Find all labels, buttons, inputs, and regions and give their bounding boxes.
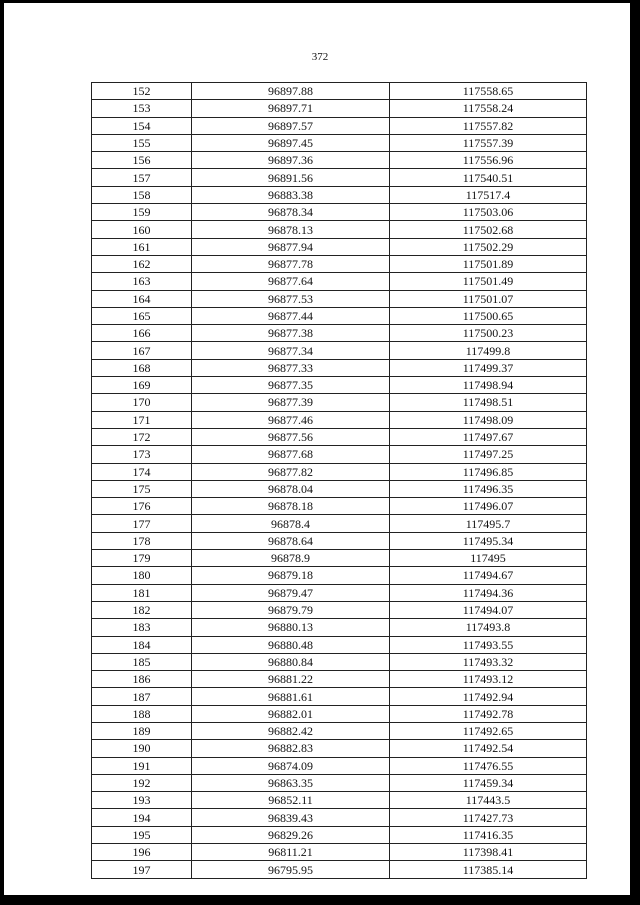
- coordinate-table-body: [92, 83, 587, 879]
- table-row: [92, 636, 587, 653]
- y-coordinate-cell: 117494.36: [390, 584, 587, 601]
- x-coordinate-cell: 96877.68: [192, 446, 390, 463]
- scan-edge-top: [0, 0, 640, 3]
- x-coordinate-cell: 96891.56: [192, 169, 390, 186]
- point-number-cell: 192: [92, 774, 192, 791]
- point-number-cell: 188: [92, 705, 192, 722]
- table-row: [92, 722, 587, 739]
- table-row: [92, 705, 587, 722]
- table-row: [92, 411, 587, 428]
- point-number-cell: 156: [92, 152, 192, 169]
- x-coordinate-cell: 96863.35: [192, 774, 390, 791]
- x-coordinate-cell: 96879.18: [192, 567, 390, 584]
- table-row: [92, 619, 587, 636]
- x-coordinate-cell: 96897.36: [192, 152, 390, 169]
- y-coordinate-cell: 117557.39: [390, 134, 587, 151]
- coordinate-table: [91, 82, 587, 879]
- table-row: [92, 325, 587, 342]
- point-number-cell: 186: [92, 671, 192, 688]
- scan-edge-right: [630, 0, 640, 905]
- table-row: [92, 100, 587, 117]
- x-coordinate-cell: 96883.38: [192, 186, 390, 203]
- x-coordinate-cell: 96874.09: [192, 757, 390, 774]
- table-row: [92, 186, 587, 203]
- y-coordinate-cell: 117494.67: [390, 567, 587, 584]
- table-row: [92, 428, 587, 445]
- x-coordinate-cell: 96879.47: [192, 584, 390, 601]
- x-coordinate-cell: 96880.48: [192, 636, 390, 653]
- table-row: [92, 83, 587, 100]
- scan-edge-bottom: [0, 895, 640, 905]
- y-coordinate-cell: 117500.65: [390, 307, 587, 324]
- table-row: [92, 480, 587, 497]
- point-number-cell: 171: [92, 411, 192, 428]
- point-number-cell: 174: [92, 463, 192, 480]
- y-coordinate-cell: 117493.55: [390, 636, 587, 653]
- point-number-cell: 175: [92, 480, 192, 497]
- x-coordinate-cell: 96882.42: [192, 722, 390, 739]
- point-number-cell: 154: [92, 117, 192, 134]
- y-coordinate-cell: 117398.41: [390, 844, 587, 861]
- point-number-cell: 160: [92, 221, 192, 238]
- point-number-cell: 187: [92, 688, 192, 705]
- point-number-cell: 183: [92, 619, 192, 636]
- x-coordinate-cell: 96880.13: [192, 619, 390, 636]
- point-number-cell: 182: [92, 601, 192, 618]
- x-coordinate-cell: 96877.64: [192, 273, 390, 290]
- y-coordinate-cell: 117500.23: [390, 325, 587, 342]
- table-row: [92, 671, 587, 688]
- x-coordinate-cell: 96878.13: [192, 221, 390, 238]
- y-coordinate-cell: 117496.35: [390, 480, 587, 497]
- table-row: [92, 844, 587, 861]
- point-number-cell: 191: [92, 757, 192, 774]
- point-number-cell: 161: [92, 238, 192, 255]
- table-row: [92, 653, 587, 670]
- point-number-cell: 193: [92, 792, 192, 809]
- scan-edge-left: [0, 0, 4, 905]
- table-row: [92, 774, 587, 791]
- point-number-cell: 158: [92, 186, 192, 203]
- y-coordinate-cell: 117556.96: [390, 152, 587, 169]
- table-row: [92, 134, 587, 151]
- y-coordinate-cell: 117496.85: [390, 463, 587, 480]
- point-number-cell: 163: [92, 273, 192, 290]
- x-coordinate-cell: 96878.9: [192, 550, 390, 567]
- x-coordinate-cell: 96877.35: [192, 377, 390, 394]
- table-row: [92, 204, 587, 221]
- table-row: [92, 792, 587, 809]
- x-coordinate-cell: 96880.84: [192, 653, 390, 670]
- x-coordinate-cell: 96852.11: [192, 792, 390, 809]
- table-row: [92, 446, 587, 463]
- y-coordinate-cell: 117493.32: [390, 653, 587, 670]
- point-number-cell: 159: [92, 204, 192, 221]
- point-number-cell: 153: [92, 100, 192, 117]
- point-number-cell: 169: [92, 377, 192, 394]
- y-coordinate-cell: 117492.78: [390, 705, 587, 722]
- y-coordinate-cell: 117501.49: [390, 273, 587, 290]
- table-row: [92, 532, 587, 549]
- point-number-cell: 184: [92, 636, 192, 653]
- point-number-cell: 185: [92, 653, 192, 670]
- point-number-cell: 162: [92, 255, 192, 272]
- y-coordinate-cell: 117499.8: [390, 342, 587, 359]
- point-number-cell: 170: [92, 394, 192, 411]
- point-number-cell: 155: [92, 134, 192, 151]
- table-row: [92, 688, 587, 705]
- y-coordinate-cell: 117558.65: [390, 83, 587, 100]
- y-coordinate-cell: 117443.5: [390, 792, 587, 809]
- x-coordinate-cell: 96877.46: [192, 411, 390, 428]
- point-number-cell: 166: [92, 325, 192, 342]
- page-number: 372: [311, 51, 329, 63]
- x-coordinate-cell: 96879.79: [192, 601, 390, 618]
- table-row: [92, 394, 587, 411]
- x-coordinate-cell: 96882.01: [192, 705, 390, 722]
- y-coordinate-cell: 117502.68: [390, 221, 587, 238]
- y-coordinate-cell: 117502.29: [390, 238, 587, 255]
- y-coordinate-cell: 117517.4: [390, 186, 587, 203]
- x-coordinate-cell: 96877.82: [192, 463, 390, 480]
- y-coordinate-cell: 117492.65: [390, 722, 587, 739]
- x-coordinate-cell: 96877.34: [192, 342, 390, 359]
- x-coordinate-cell: 96877.56: [192, 428, 390, 445]
- point-number-cell: 194: [92, 809, 192, 826]
- x-coordinate-cell: 96877.44: [192, 307, 390, 324]
- y-coordinate-cell: 117501.07: [390, 290, 587, 307]
- point-number-cell: 164: [92, 290, 192, 307]
- table-row: [92, 567, 587, 584]
- y-coordinate-cell: 117427.73: [390, 809, 587, 826]
- point-number-cell: 195: [92, 826, 192, 843]
- point-number-cell: 190: [92, 740, 192, 757]
- y-coordinate-cell: 117494.07: [390, 601, 587, 618]
- x-coordinate-cell: 96897.57: [192, 117, 390, 134]
- y-coordinate-cell: 117498.94: [390, 377, 587, 394]
- table-row: [92, 255, 587, 272]
- x-coordinate-cell: 96897.45: [192, 134, 390, 151]
- x-coordinate-cell: 96878.4: [192, 515, 390, 532]
- table-row: [92, 515, 587, 532]
- x-coordinate-cell: 96877.39: [192, 394, 390, 411]
- y-coordinate-cell: 117498.09: [390, 411, 587, 428]
- point-number-cell: 181: [92, 584, 192, 601]
- point-number-cell: 176: [92, 498, 192, 515]
- x-coordinate-cell: 96878.34: [192, 204, 390, 221]
- point-number-cell: 177: [92, 515, 192, 532]
- point-number-cell: 165: [92, 307, 192, 324]
- table-row: [92, 117, 587, 134]
- table-row: [92, 498, 587, 515]
- y-coordinate-cell: 117499.37: [390, 359, 587, 376]
- point-number-cell: 157: [92, 169, 192, 186]
- x-coordinate-cell: 96877.38: [192, 325, 390, 342]
- x-coordinate-cell: 96877.33: [192, 359, 390, 376]
- x-coordinate-cell: 96829.26: [192, 826, 390, 843]
- table-row: [92, 307, 587, 324]
- y-coordinate-cell: 117495: [390, 550, 587, 567]
- table-row: [92, 809, 587, 826]
- point-number-cell: 152: [92, 83, 192, 100]
- y-coordinate-cell: 117493.8: [390, 619, 587, 636]
- table-row: [92, 584, 587, 601]
- y-coordinate-cell: 117495.34: [390, 532, 587, 549]
- y-coordinate-cell: 117540.51: [390, 169, 587, 186]
- y-coordinate-cell: 117497.25: [390, 446, 587, 463]
- y-coordinate-cell: 117497.67: [390, 428, 587, 445]
- table-row: [92, 169, 587, 186]
- table-row: [92, 601, 587, 618]
- table-row: [92, 238, 587, 255]
- x-coordinate-cell: 96839.43: [192, 809, 390, 826]
- point-number-cell: 196: [92, 844, 192, 861]
- x-coordinate-cell: 96877.53: [192, 290, 390, 307]
- table-row: [92, 273, 587, 290]
- x-coordinate-cell: 96882.83: [192, 740, 390, 757]
- table-row: [92, 861, 587, 878]
- table-row: [92, 757, 587, 774]
- y-coordinate-cell: 117492.54: [390, 740, 587, 757]
- y-coordinate-cell: 117557.82: [390, 117, 587, 134]
- y-coordinate-cell: 117496.07: [390, 498, 587, 515]
- point-number-cell: 197: [92, 861, 192, 878]
- point-number-cell: 167: [92, 342, 192, 359]
- y-coordinate-cell: 117495.7: [390, 515, 587, 532]
- point-number-cell: 168: [92, 359, 192, 376]
- table-row: [92, 342, 587, 359]
- x-coordinate-cell: 96897.88: [192, 83, 390, 100]
- point-number-cell: 178: [92, 532, 192, 549]
- y-coordinate-cell: 117498.51: [390, 394, 587, 411]
- y-coordinate-cell: 117385.14: [390, 861, 587, 878]
- point-number-cell: 189: [92, 722, 192, 739]
- y-coordinate-cell: 117503.06: [390, 204, 587, 221]
- x-coordinate-cell: 96878.64: [192, 532, 390, 549]
- table-row: [92, 290, 587, 307]
- x-coordinate-cell: 96877.78: [192, 255, 390, 272]
- x-coordinate-cell: 96881.22: [192, 671, 390, 688]
- y-coordinate-cell: 117459.34: [390, 774, 587, 791]
- x-coordinate-cell: 96811.21: [192, 844, 390, 861]
- table-row: [92, 740, 587, 757]
- table-row: [92, 359, 587, 376]
- x-coordinate-cell: 96878.04: [192, 480, 390, 497]
- y-coordinate-cell: 117493.12: [390, 671, 587, 688]
- point-number-cell: 173: [92, 446, 192, 463]
- y-coordinate-cell: 117558.24: [390, 100, 587, 117]
- table-row: [92, 221, 587, 238]
- table-row: [92, 826, 587, 843]
- table-row: [92, 152, 587, 169]
- y-coordinate-cell: 117476.55: [390, 757, 587, 774]
- y-coordinate-cell: 117501.89: [390, 255, 587, 272]
- x-coordinate-cell: 96897.71: [192, 100, 390, 117]
- table-row: [92, 463, 587, 480]
- table-row: [92, 550, 587, 567]
- point-number-cell: 180: [92, 567, 192, 584]
- y-coordinate-cell: 117492.94: [390, 688, 587, 705]
- x-coordinate-cell: 96878.18: [192, 498, 390, 515]
- point-number-cell: 172: [92, 428, 192, 445]
- table-row: [92, 377, 587, 394]
- y-coordinate-cell: 117416.35: [390, 826, 587, 843]
- x-coordinate-cell: 96881.61: [192, 688, 390, 705]
- x-coordinate-cell: 96795.95: [192, 861, 390, 878]
- point-number-cell: 179: [92, 550, 192, 567]
- x-coordinate-cell: 96877.94: [192, 238, 390, 255]
